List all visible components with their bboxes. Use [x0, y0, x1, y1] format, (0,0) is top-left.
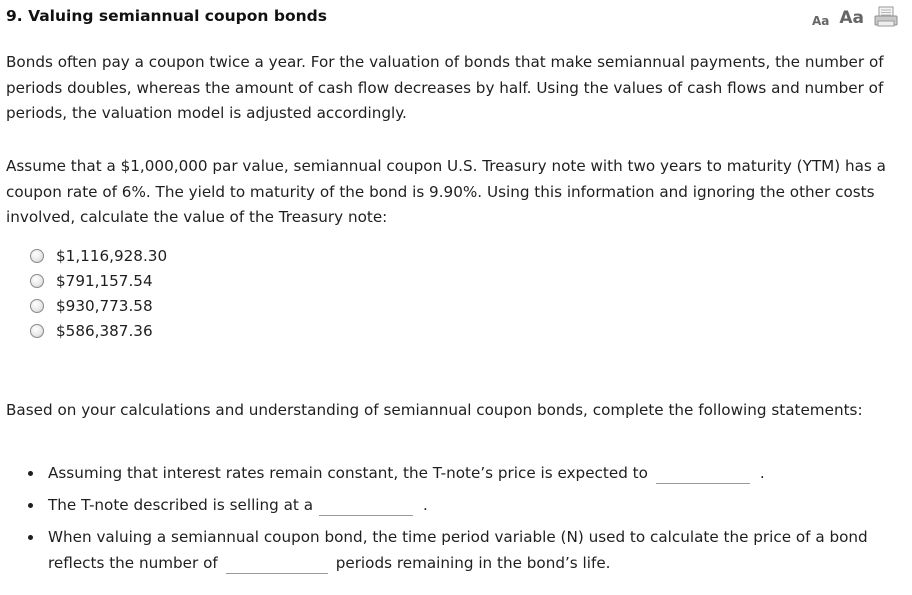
- option-label: $1,116,928.30: [56, 246, 168, 265]
- option-label: $586,387.36: [56, 321, 153, 340]
- problem-paragraph: Assume that a $1,000,000 par value, semiannual coupon U.S. Treasury note with two years to maturity (YTM) has a coupon rate of 6%. The yield to maturity of the bond is 9.90%. Using this information and ignoring the other costs involved, calculate the value of the Treasury note:: [6, 157, 886, 226]
- statement-end: periods remaining in the bond’s life.: [335, 554, 611, 572]
- decrease-font-button[interactable]: Aa: [811, 14, 830, 28]
- statement-item: [24, 492, 884, 518]
- answer-option[interactable]: [30, 268, 167, 293]
- statement-text: When valuing a semiannual coupon bond, the time period variable (N) used to calculate the price of a bond reflects the number of: [48, 528, 868, 572]
- option-label: $791,157.54: [56, 271, 153, 290]
- radio-button[interactable]: [30, 249, 44, 263]
- dropdown-blank[interactable]: [319, 495, 413, 516]
- answer-option[interactable]: [30, 243, 167, 268]
- statement-item: [24, 460, 884, 486]
- answer-option[interactable]: [30, 293, 167, 318]
- option-label: $930,773.58: [56, 296, 153, 315]
- dropdown-blank[interactable]: [656, 463, 750, 484]
- answer-options: [30, 243, 167, 343]
- radio-button[interactable]: [30, 274, 44, 288]
- statement-end: .: [423, 496, 428, 514]
- radio-button[interactable]: [30, 299, 44, 313]
- statement-list: [24, 458, 884, 576]
- dropdown-blank[interactable]: [226, 553, 328, 574]
- intro-paragraph: Bonds often pay a coupon twice a year. For the valuation of bonds that make semiannual payments, the number of periods doubles, whereas the amount of cash flow decreases by half. Using the values of cash flows and number of periods, the valuation model is adjusted accordingly.: [6, 53, 884, 122]
- question-title: 9. Valuing semiannual coupon bonds: [6, 7, 327, 25]
- statement-text: Assuming that interest rates remain constant, the T-note’s price is expected to: [48, 464, 648, 482]
- radio-button[interactable]: [30, 324, 44, 338]
- toolbar: [812, 6, 898, 28]
- statement-text: The T-note described is selling at a: [48, 496, 314, 514]
- statements-intro: Based on your calculations and understanding of semiannual coupon bonds, complete the following statements:: [6, 401, 863, 419]
- answer-option[interactable]: [30, 318, 167, 343]
- statement-item: [24, 524, 884, 576]
- statement-end: .: [759, 464, 765, 482]
- increase-font-button[interactable]: Aa: [839, 8, 864, 28]
- print-icon[interactable]: [874, 6, 898, 28]
